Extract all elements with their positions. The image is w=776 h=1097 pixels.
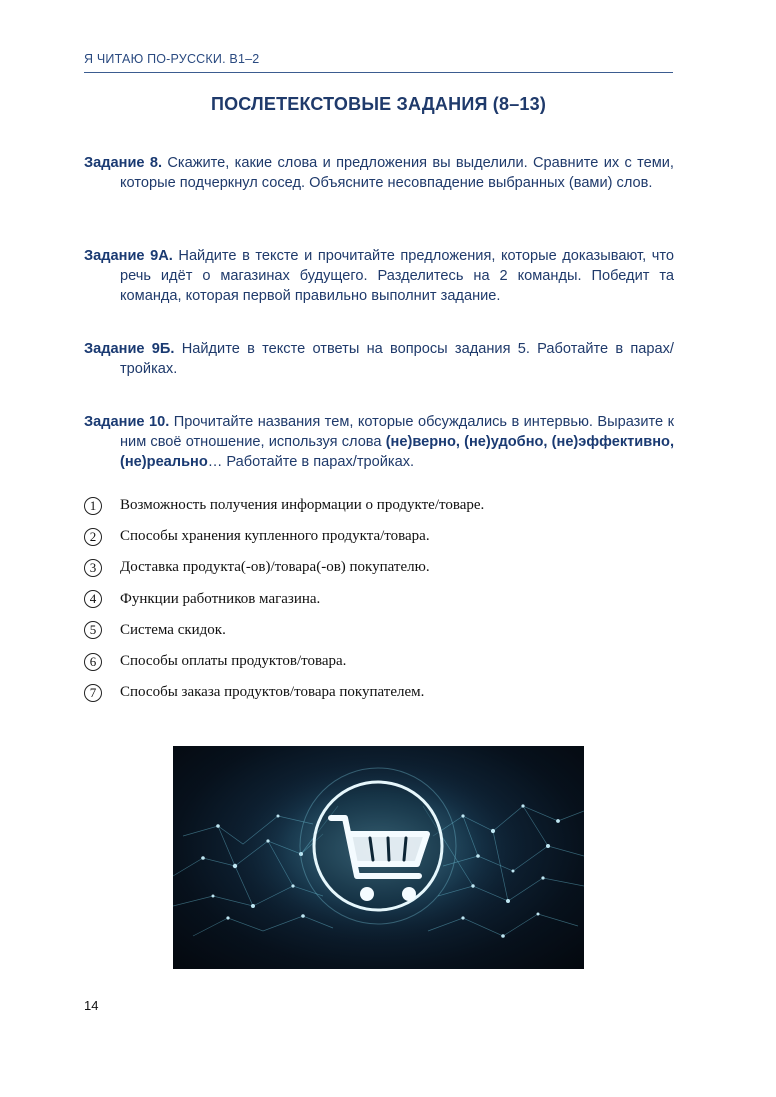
task-8-label: Задание 8.	[84, 155, 163, 171]
task-9b	[84, 339, 674, 379]
list-item-text: Возможность получения информации о продукте/товаре.	[120, 497, 485, 514]
shopping-network-image	[173, 746, 584, 969]
page-title: ПОСЛЕТЕКСТОВЫЕ ЗАДАНИЯ (8–13)	[210, 94, 547, 114]
header-rule	[84, 72, 673, 73]
network-illustration	[173, 746, 584, 969]
topic-list	[84, 490, 684, 708]
list-number: 1	[84, 497, 102, 515]
list-number: 7	[84, 684, 102, 702]
task-10	[84, 412, 674, 472]
list-item-text: Способы оплаты продуктов/товара.	[120, 653, 347, 670]
list-item-text: Способы хранения купленного продукта/товара.	[120, 528, 430, 545]
list-item-text: Доставка продукта(-ов)/товара(-ов) покупателю.	[120, 559, 430, 576]
task-8-text: Скажите, какие слова и предложения вы выделили. Сравните их с теми, которые подчеркнул сосед. Объясните несовпадение выбранных (вами) слов.	[120, 155, 674, 191]
task-9b-text: Найдите в тексте ответы на вопросы задания 5. Работайте в парах/тройках.	[120, 341, 674, 377]
page-number: 14	[84, 998, 99, 1013]
list-item	[84, 521, 684, 552]
list-item	[84, 615, 684, 646]
list-item	[84, 490, 684, 521]
list-item	[84, 552, 684, 583]
task-8	[84, 153, 674, 193]
list-item-text: Система скидок.	[120, 621, 226, 638]
list-number: 4	[84, 590, 102, 608]
task-10-text-b: … Работайте в парах/тройках.	[207, 454, 415, 470]
cart-wheel	[402, 887, 416, 901]
list-number: 6	[84, 653, 102, 671]
list-item	[84, 677, 684, 708]
task-9a-label: Задание 9А.	[84, 248, 173, 264]
list-item	[84, 646, 684, 677]
task-10-label: Задание 10.	[84, 414, 170, 430]
task-10-text-a: Прочитайте названия тем, которые обсуждались в интервью. Выразите к ним своё отношение, используя слова	[120, 414, 674, 450]
list-number: 5	[84, 621, 102, 639]
cart-wheel	[360, 887, 374, 901]
running-header: Я ЧИТАЮ ПО-РУССКИ. B1–2	[84, 52, 260, 66]
list-number: 2	[84, 528, 102, 546]
task-9a-text: Найдите в тексте и прочитайте предложения, которые доказывают, что речь идёт о магазинах будущего. Разделитесь на 2 команды. Победит та команда, которая первой правильно выполнит задание.	[120, 248, 674, 304]
task-9a	[84, 246, 674, 306]
list-item-text: Функции работников магазина.	[120, 590, 321, 607]
list-item-text: Способы заказа продуктов/товара покупателем.	[120, 684, 425, 701]
list-item	[84, 584, 684, 615]
task-10-words: (не)верно, (не)удобно, (не)эффективно, (не)реально	[120, 434, 674, 470]
task-9b-label: Задание 9Б.	[84, 341, 175, 357]
list-number: 3	[84, 559, 102, 577]
